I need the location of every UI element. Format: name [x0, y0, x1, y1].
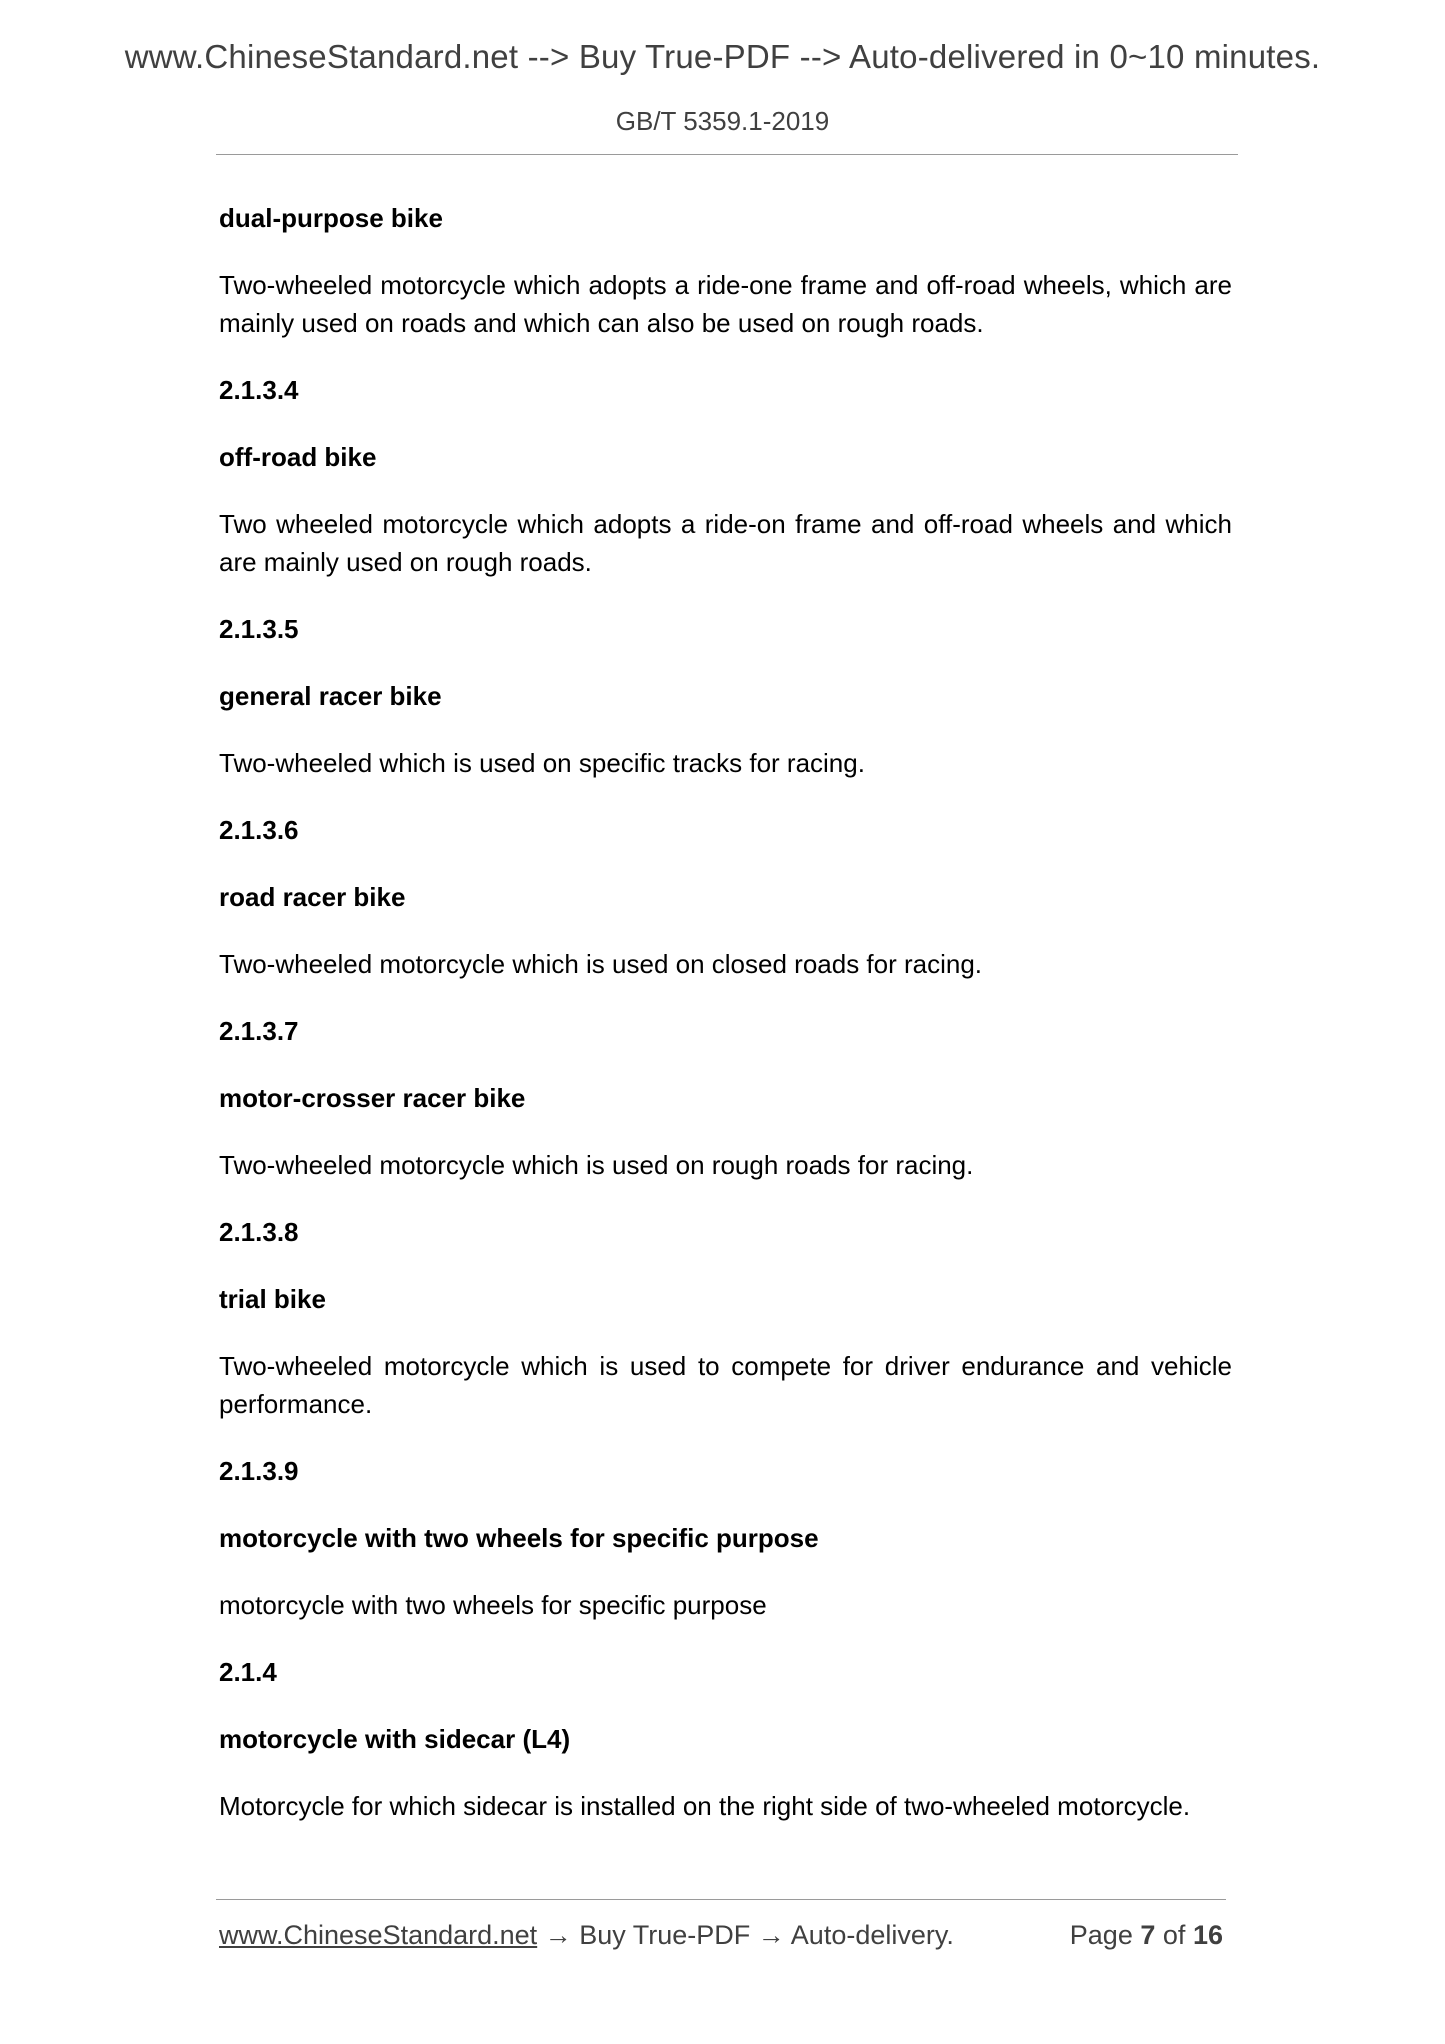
auto-delivery-text: Auto-delivery. [790, 1920, 954, 1950]
current-page-number: 7 [1140, 1920, 1156, 1950]
clause-number: 2.1.3.7 [219, 1016, 299, 1046]
term-definition: Two-wheeled motorcycle which is used on closed roads for racing. [219, 949, 983, 979]
term-definition: Two-wheeled motorcycle which is used on rough roads for racing. [219, 1150, 974, 1180]
page-indicator [1070, 1916, 1223, 1954]
term-definition: Motorcycle for which sidecar is installed on the right side of two-wheeled motorcycle. [219, 1791, 1191, 1821]
footer-promo [219, 1916, 954, 1954]
term-heading: road racer bike [219, 882, 406, 912]
term-definition: Two-wheeled motorcycle which adopts a ride-one frame and off-road wheels, which are mainly used on roads and which can also be used on rough roads. [219, 270, 1232, 338]
page-footer [219, 1916, 1223, 1954]
arrow-right-icon: → [757, 1920, 785, 1950]
buy-pdf-text: Buy True-PDF [579, 1920, 751, 1950]
standard-code: GB/T 5359.1-2019 [615, 106, 830, 136]
clause-number: 2.1.4 [219, 1657, 277, 1687]
arrow-right-icon: → [544, 1920, 572, 1950]
term-heading: motor-crosser racer bike [219, 1083, 526, 1113]
term-definition: motorcycle with two wheels for specific purpose [219, 1590, 767, 1620]
clause-number: 2.1.3.9 [219, 1456, 299, 1486]
clause-number: 2.1.3.6 [219, 815, 299, 845]
term-heading: motorcycle with two wheels for specific purpose [219, 1523, 819, 1553]
website-link[interactable]: www.ChineseStandard.net [219, 1920, 538, 1950]
document-body [219, 199, 1232, 1825]
page-label: Page [1069, 1920, 1133, 1950]
footer-divider [216, 1899, 1226, 1900]
clause-number: 2.1.3.4 [219, 375, 299, 405]
clause-number: 2.1.3.8 [219, 1217, 299, 1247]
total-pages-number: 16 [1192, 1920, 1223, 1950]
term-definition: Two-wheeled which is used on specific tracks for racing. [219, 748, 865, 778]
term-heading: motorcycle with sidecar (L4) [219, 1724, 571, 1754]
term-heading: general racer bike [219, 681, 442, 711]
header-divider [216, 154, 1238, 155]
clause-number: 2.1.3.5 [219, 614, 299, 644]
top-banner: www.ChineseStandard.net --> Buy True-PDF --> Auto-delivered in 0~10 minutes. [124, 38, 1321, 75]
term-heading: dual-purpose bike [219, 203, 443, 233]
term-heading: off-road bike [219, 442, 377, 472]
term-definition: Two wheeled motorcycle which adopts a ride-on frame and off-road wheels and which are mainly used on rough roads. [219, 509, 1232, 577]
term-definition: Two-wheeled motorcycle which is used to compete for driver endurance and vehicle performance. [219, 1351, 1232, 1419]
of-label: of [1162, 1920, 1186, 1950]
term-heading: trial bike [219, 1284, 326, 1314]
